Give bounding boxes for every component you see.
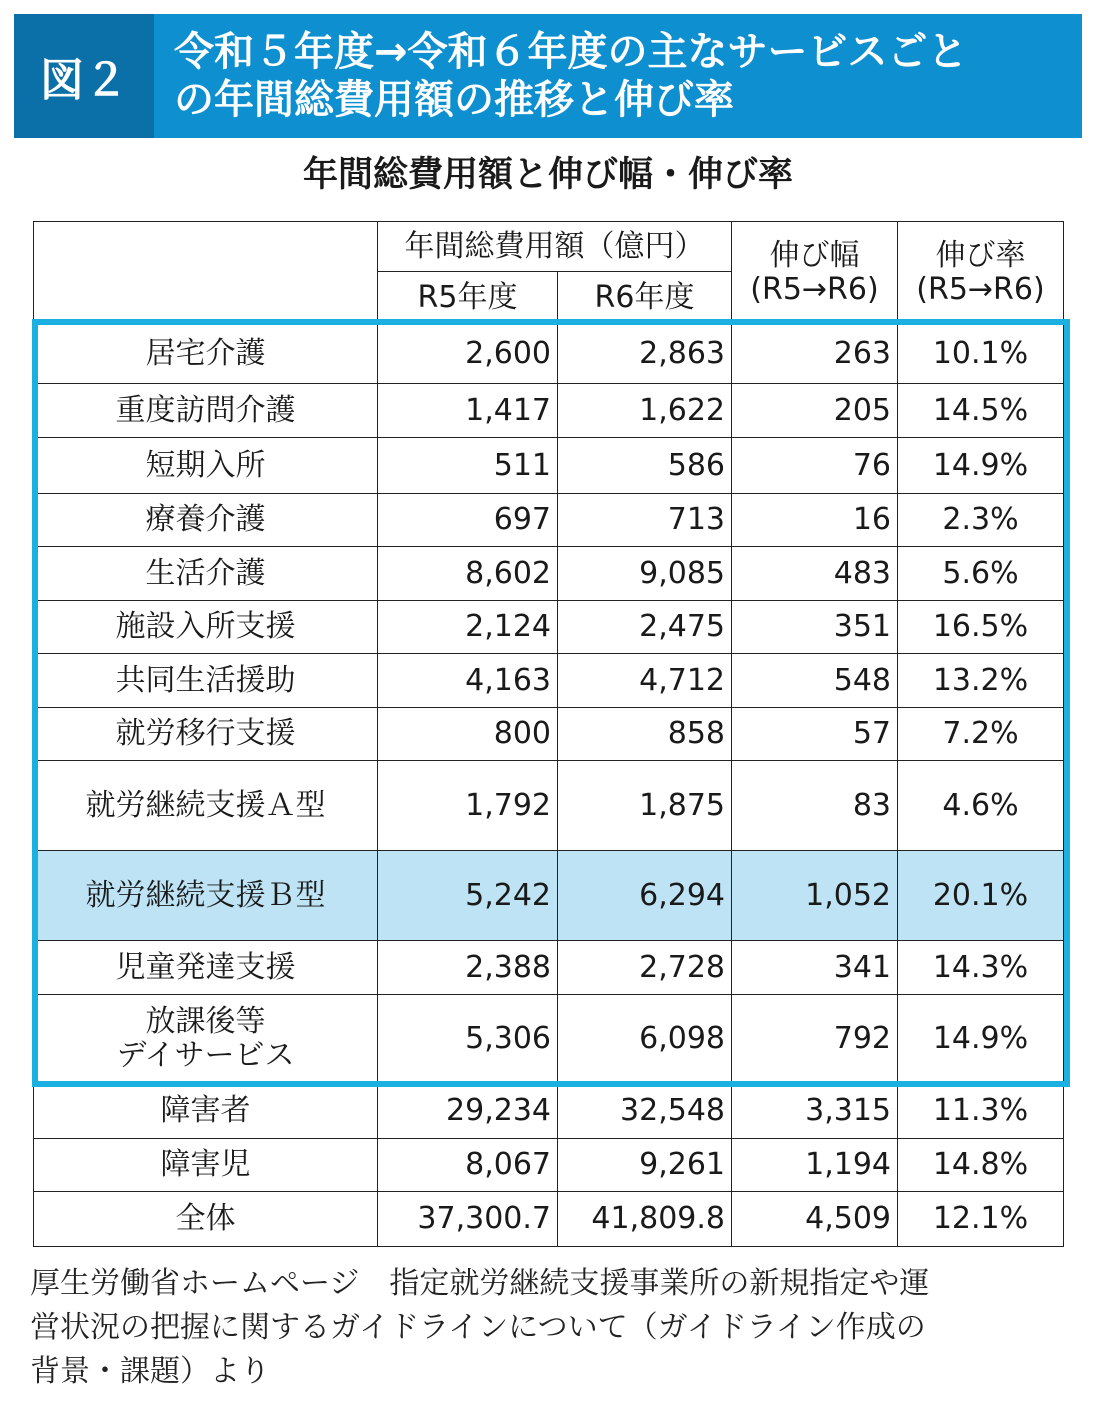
row-name: 短期入所 xyxy=(34,438,378,494)
header-r6: R6年度 xyxy=(558,272,732,324)
header-r5: R5年度 xyxy=(378,272,558,324)
row-name: 就労継続支援Ｂ型 xyxy=(34,851,378,941)
row-r6: 9,085 xyxy=(558,547,732,601)
row-diff: 263 xyxy=(732,324,898,384)
row-r5: 1,792 xyxy=(378,761,558,851)
row-name xyxy=(34,995,378,1083)
row-r6: 586 xyxy=(558,438,732,494)
row-name: 就労移行支援 xyxy=(34,708,378,761)
row-r5: 29,234 xyxy=(378,1083,558,1139)
table-row xyxy=(34,1139,1064,1192)
row-rate: 13.2% xyxy=(898,654,1064,708)
row-diff: 16 xyxy=(732,494,898,547)
table-row xyxy=(34,941,1064,995)
row-r6: 713 xyxy=(558,494,732,547)
row-diff: 4,509 xyxy=(732,1192,898,1247)
row-name-line2: デイサービス xyxy=(116,1037,295,1073)
row-diff: 205 xyxy=(732,384,898,438)
row-rate: 10.1% xyxy=(898,324,1064,384)
row-diff: 76 xyxy=(732,438,898,494)
row-diff: 1,052 xyxy=(732,851,898,941)
row-r6: 858 xyxy=(558,708,732,761)
source-note: 厚生労働省ホームページ 指定就労継続支援事業所の新規指定や運 営状況の把握に関するガイドラインについて（ガイドライン作成の 背景・課題）より xyxy=(30,1266,930,1389)
table-row xyxy=(34,494,1064,547)
header-rate-line2: (R5→R6) xyxy=(916,271,1045,307)
table-row xyxy=(34,995,1064,1083)
row-diff: 792 xyxy=(732,995,898,1083)
table-row xyxy=(34,438,1064,494)
table-row xyxy=(34,384,1064,438)
figure-title-line1: 令和５年度→令和６年度の主なサービスごと xyxy=(174,29,968,75)
row-rate: 14.3% xyxy=(898,941,1064,995)
row-r6: 2,475 xyxy=(558,601,732,654)
row-name: 重度訪問介護 xyxy=(34,384,378,438)
header-diff-line1: 伸び幅 xyxy=(769,237,860,273)
row-diff: 1,194 xyxy=(732,1139,898,1192)
table-row xyxy=(34,1192,1064,1247)
row-name: 全体 xyxy=(34,1192,378,1247)
row-name: 共同生活援助 xyxy=(34,654,378,708)
table-row xyxy=(34,601,1064,654)
row-diff: 548 xyxy=(732,654,898,708)
row-r6: 1,875 xyxy=(558,761,732,851)
row-rate: 20.1% xyxy=(898,851,1064,941)
row-diff: 3,315 xyxy=(732,1083,898,1139)
table-subtitle: 年間総費用額と伸び幅・伸び率 xyxy=(302,155,793,195)
row-r6: 1,622 xyxy=(558,384,732,438)
row-name: 生活介護 xyxy=(34,547,378,601)
row-rate: 14.9% xyxy=(898,995,1064,1083)
row-name-line1: 放課後等 xyxy=(145,1003,266,1039)
row-r5: 511 xyxy=(378,438,558,494)
row-r5: 37,300.7 xyxy=(378,1192,558,1247)
row-r5: 2,388 xyxy=(378,941,558,995)
row-r5: 2,124 xyxy=(378,601,558,654)
row-r5: 697 xyxy=(378,494,558,547)
row-name: 療養介護 xyxy=(34,494,378,547)
row-r5: 1,417 xyxy=(378,384,558,438)
header-empty-cell xyxy=(34,222,378,324)
row-rate: 14.9% xyxy=(898,438,1064,494)
row-rate: 11.3% xyxy=(898,1083,1064,1139)
table-row xyxy=(34,324,1064,384)
table-row xyxy=(34,547,1064,601)
row-r6: 6,294 xyxy=(558,851,732,941)
row-r5: 5,306 xyxy=(378,995,558,1083)
row-rate: 12.1% xyxy=(898,1192,1064,1247)
row-name: 就労継続支援Ａ型 xyxy=(34,761,378,851)
table-row xyxy=(34,654,1064,708)
row-r6: 2,863 xyxy=(558,324,732,384)
row-rate: 14.8% xyxy=(898,1139,1064,1192)
row-rate: 7.2% xyxy=(898,708,1064,761)
row-rate: 2.3% xyxy=(898,494,1064,547)
table-header-row xyxy=(34,222,1064,272)
figure-header xyxy=(14,14,1082,138)
row-diff: 351 xyxy=(732,601,898,654)
table-row-highlighted xyxy=(34,851,1064,941)
row-rate: 4.6% xyxy=(898,761,1064,851)
figure-title xyxy=(174,28,1074,124)
figure-title-line2: の年間総費用額の推移と伸び率 xyxy=(174,77,734,123)
row-diff: 483 xyxy=(732,547,898,601)
row-r5: 8,067 xyxy=(378,1139,558,1192)
row-r6: 9,261 xyxy=(558,1139,732,1192)
row-r6: 6,098 xyxy=(558,995,732,1083)
row-diff: 83 xyxy=(732,761,898,851)
row-diff: 57 xyxy=(732,708,898,761)
table-row xyxy=(34,1083,1064,1139)
row-r6: 32,548 xyxy=(558,1083,732,1139)
row-rate: 14.5% xyxy=(898,384,1064,438)
row-name: 児童発達支援 xyxy=(34,941,378,995)
row-name: 障害児 xyxy=(34,1139,378,1192)
row-name: 施設入所支援 xyxy=(34,601,378,654)
row-r5: 8,602 xyxy=(378,547,558,601)
row-rate: 16.5% xyxy=(898,601,1064,654)
row-r5: 5,242 xyxy=(378,851,558,941)
table-row xyxy=(34,708,1064,761)
header-rate xyxy=(898,222,1064,324)
row-diff: 341 xyxy=(732,941,898,995)
row-r6: 2,728 xyxy=(558,941,732,995)
row-name: 障害者 xyxy=(34,1083,378,1139)
row-r5: 2,600 xyxy=(378,324,558,384)
row-name: 居宅介護 xyxy=(34,324,378,384)
cost-table xyxy=(33,221,1064,1247)
header-diff xyxy=(732,222,898,324)
row-rate: 5.6% xyxy=(898,547,1064,601)
header-diff-line2: (R5→R6) xyxy=(750,271,879,307)
row-r6: 41,809.8 xyxy=(558,1192,732,1247)
header-rate-line1: 伸び率 xyxy=(935,237,1026,273)
group-header-cost: 年間総費用額（億円） xyxy=(378,222,732,272)
row-r5: 4,163 xyxy=(378,654,558,708)
row-r5: 800 xyxy=(378,708,558,761)
table-row xyxy=(34,761,1064,851)
figure-label: 図２ xyxy=(14,14,154,138)
row-r6: 4,712 xyxy=(558,654,732,708)
